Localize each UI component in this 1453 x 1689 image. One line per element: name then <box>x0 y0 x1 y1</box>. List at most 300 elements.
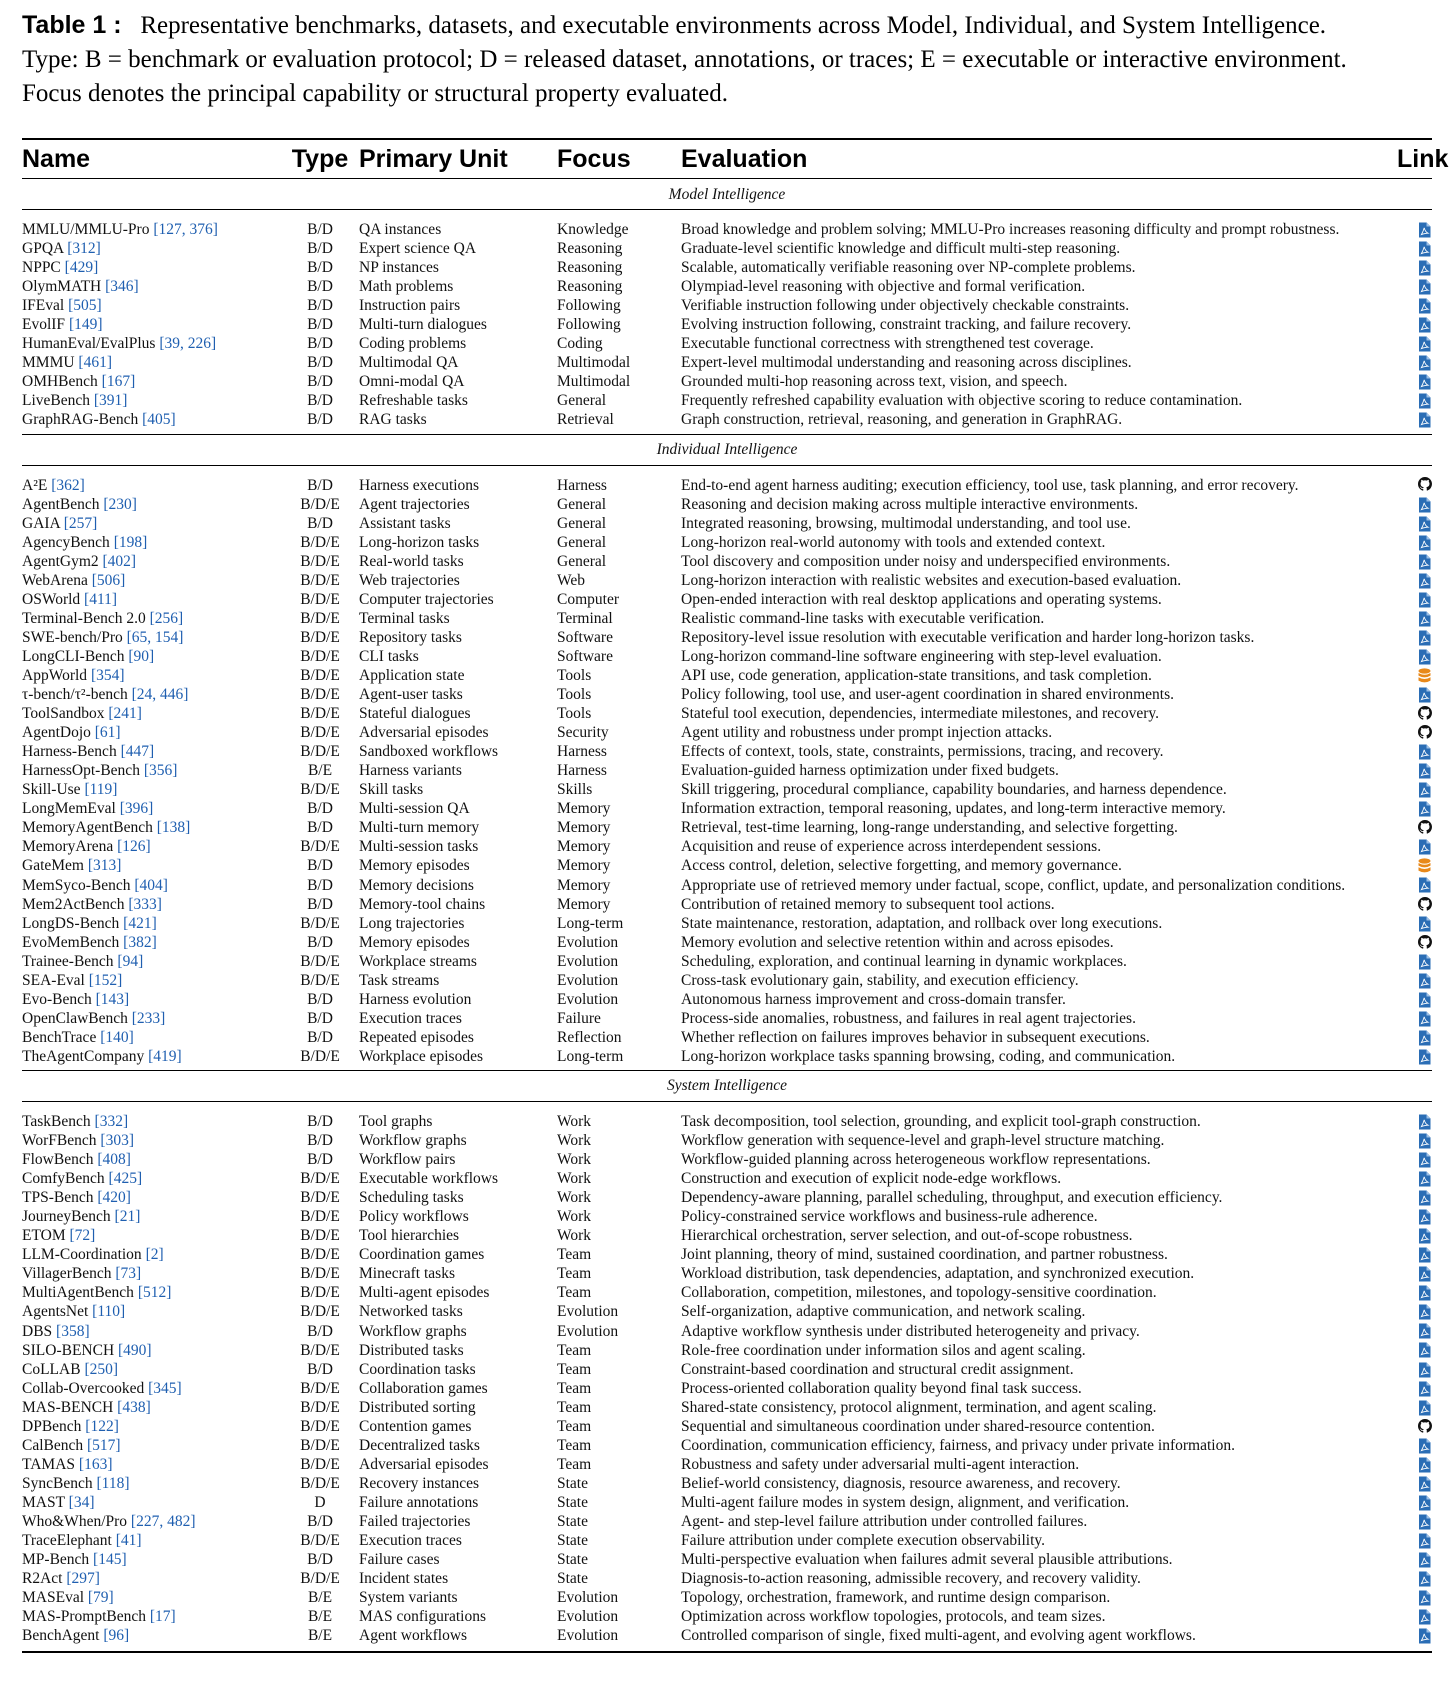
database-icon[interactable] <box>1418 858 1432 875</box>
pdf-icon[interactable] <box>1418 1190 1432 1207</box>
pdf-icon[interactable] <box>1418 611 1432 628</box>
table-row <box>22 1302 1432 1321</box>
citation-link[interactable]: [90] <box>128 647 155 665</box>
link-cell <box>1397 647 1432 666</box>
evaluation-cell: Long-horizon command-line software engineering with step-level evaluation. <box>681 647 1162 665</box>
primary-unit-cell: Execution traces <box>359 1009 462 1027</box>
link-cell <box>1397 315 1432 334</box>
evaluation-cell: Belief-world consistency, diagnosis, resource awareness, and recovery. <box>681 1474 1121 1492</box>
benchmark-name: MASEval <box>22 1589 84 1607</box>
focus-cell: Team <box>557 1265 592 1283</box>
benchmark-name: EvolIF <box>22 316 66 334</box>
citation-link[interactable]: [126] <box>117 838 151 856</box>
benchmark-name: VillagerBench <box>22 1265 112 1283</box>
link-cell <box>1397 609 1432 628</box>
citation-link[interactable]: [362] <box>51 476 85 494</box>
github-icon[interactable] <box>1418 897 1432 914</box>
primary-unit-cell: Coordination games <box>359 1246 485 1264</box>
citation-link[interactable]: [233] <box>131 1009 166 1027</box>
evaluation-cell: Role-free coordination under information silos and agent scaling. <box>681 1341 1086 1359</box>
citation-link[interactable]: [506] <box>91 571 126 589</box>
citation-link[interactable]: [517] <box>87 1436 121 1454</box>
table-row <box>22 1474 1432 1493</box>
pdf-icon[interactable] <box>1418 516 1432 533</box>
citation-link[interactable]: [490] <box>118 1341 152 1359</box>
pdf-icon[interactable] <box>1418 1209 1432 1226</box>
focus-cell: Work <box>557 1112 592 1130</box>
pdf-icon[interactable] <box>1418 497 1432 514</box>
pdf-icon[interactable] <box>1418 1362 1432 1379</box>
link-cell <box>1397 780 1432 799</box>
citation-link[interactable]: [382] <box>123 933 157 951</box>
pdf-icon[interactable] <box>1418 1114 1432 1131</box>
table-row <box>22 372 1432 391</box>
link-cell <box>1397 933 1432 952</box>
primary-unit-cell: Executable workflows <box>359 1170 499 1188</box>
type-cell: B/D <box>307 933 333 951</box>
table-row <box>22 895 1432 914</box>
citation-link[interactable]: [333] <box>128 895 162 913</box>
benchmark-name: JourneyBench <box>22 1208 111 1226</box>
pdf-icon[interactable] <box>1418 1438 1432 1455</box>
table-row <box>22 258 1432 277</box>
pdf-icon[interactable] <box>1418 592 1432 609</box>
pdf-icon[interactable] <box>1418 782 1432 799</box>
pdf-icon[interactable] <box>1418 260 1432 277</box>
primary-unit-cell: Tool hierarchies <box>359 1227 460 1245</box>
citation-link[interactable]: [332] <box>94 1112 129 1130</box>
benchmark-name-cell <box>22 685 281 704</box>
pdf-icon[interactable] <box>1418 1266 1432 1283</box>
link-cell <box>1397 1150 1432 1169</box>
evaluation-cell: Construction and execution of explicit node-edge workflows. <box>681 1170 1062 1188</box>
pdf-icon[interactable] <box>1418 954 1432 971</box>
pdf-icon[interactable] <box>1418 1342 1432 1359</box>
table-caption <box>22 8 1432 111</box>
citation-link[interactable]: [138] <box>156 819 191 837</box>
focus-cell: Team <box>557 1360 592 1378</box>
pdf-icon[interactable] <box>1418 298 1432 315</box>
type-cell: B/D/E <box>300 1532 340 1550</box>
citation-link[interactable]: [391] <box>93 392 128 410</box>
pdf-icon[interactable] <box>1418 1533 1432 1550</box>
citation-link[interactable]: [354] <box>90 667 125 684</box>
pdf-icon[interactable] <box>1418 1304 1432 1321</box>
citation-link[interactable]: [512] <box>137 1284 172 1302</box>
benchmark-name-cell <box>22 837 281 856</box>
citation-link[interactable]: [358] <box>56 1322 90 1340</box>
citation-link[interactable]: [408] <box>97 1151 131 1169</box>
type-cell: B/D/E <box>300 609 340 627</box>
evaluation-cell: Memory evolution and selective retention within and across episodes. <box>681 933 1114 951</box>
type-cell: B/D/E <box>300 838 340 856</box>
pdf-icon[interactable] <box>1418 1247 1432 1264</box>
benchmark-name-cell <box>22 1493 281 1512</box>
citation-link[interactable]: [227, 482] <box>130 1512 196 1530</box>
citation-link[interactable]: [257] <box>63 514 98 532</box>
benchmark-name: AgentGym2 <box>22 552 99 570</box>
citation-link[interactable]: [110] <box>92 1303 126 1321</box>
benchmark-name-cell <box>22 952 281 971</box>
pdf-icon[interactable] <box>1418 1495 1432 1512</box>
citation-link[interactable]: [447] <box>120 743 155 761</box>
benchmark-name-cell <box>22 1417 281 1436</box>
benchmark-name-cell <box>22 761 281 780</box>
table-row <box>22 1207 1432 1226</box>
citation-link[interactable]: [73] <box>115 1265 142 1283</box>
focus-cell: Harness <box>557 762 607 780</box>
pdf-icon[interactable] <box>1418 412 1432 429</box>
benchmark-name-cell <box>22 1028 281 1047</box>
link-cell <box>1397 1207 1432 1226</box>
benchmark-name-cell <box>22 1531 281 1550</box>
pdf-icon[interactable] <box>1418 1228 1432 1245</box>
citation-link[interactable]: [149] <box>68 316 103 334</box>
type-cell: B/D <box>307 1512 333 1530</box>
primary-unit-cell: Multimodal QA <box>359 354 459 372</box>
benchmark-name: OlymMATH <box>22 278 102 296</box>
pdf-icon[interactable] <box>1418 1323 1432 1340</box>
citation-link[interactable]: [96] <box>103 1627 130 1645</box>
citation-link[interactable]: [39, 226] <box>159 335 217 353</box>
primary-unit-cell: Web trajectories <box>359 571 460 589</box>
citation-link[interactable]: [24, 446] <box>131 686 189 704</box>
pdf-icon[interactable] <box>1418 1011 1432 1028</box>
table-row <box>22 1417 1432 1436</box>
benchmark-name: CoLLAB <box>22 1360 81 1378</box>
benchmark-name-cell <box>22 666 281 685</box>
focus-cell: Memory <box>557 857 611 875</box>
pdf-icon[interactable] <box>1418 1285 1432 1302</box>
citation-link[interactable]: [421] <box>123 914 157 932</box>
table-row <box>22 1226 1432 1245</box>
table-row <box>22 856 1432 875</box>
link-cell <box>1397 1264 1432 1283</box>
pdf-icon[interactable] <box>1418 1590 1432 1607</box>
type-cell: B/D <box>307 857 333 875</box>
table-row <box>22 818 1432 837</box>
citation-link[interactable]: [411] <box>84 590 118 608</box>
pdf-icon[interactable] <box>1418 1133 1432 1150</box>
citation-link[interactable]: [461] <box>78 354 112 372</box>
primary-unit-cell: Execution traces <box>359 1532 462 1550</box>
citation-link[interactable]: [404] <box>134 876 168 894</box>
link-cell <box>1397 353 1432 372</box>
primary-unit-cell: Repeated episodes <box>359 1028 474 1046</box>
citation-link[interactable]: [345] <box>148 1379 182 1397</box>
evaluation-cell: Adaptive workflow synthesis under distributed heterogeneity and privacy. <box>681 1322 1140 1340</box>
pdf-icon[interactable] <box>1418 992 1432 1009</box>
pdf-icon[interactable] <box>1418 1400 1432 1417</box>
pdf-icon[interactable] <box>1418 1030 1432 1047</box>
citation-link[interactable]: [2] <box>145 1246 164 1264</box>
pdf-icon[interactable] <box>1418 1571 1432 1588</box>
pdf-icon[interactable] <box>1418 1514 1432 1531</box>
citation-link[interactable]: [256] <box>149 609 184 627</box>
pdf-icon[interactable] <box>1418 839 1432 856</box>
evaluation-cell: Executable functional correctness with strengthened test coverage. <box>681 335 1094 353</box>
github-icon[interactable] <box>1418 820 1432 837</box>
pdf-icon[interactable] <box>1418 1381 1432 1398</box>
benchmark-name: GPQA <box>22 240 64 258</box>
pdf-icon[interactable] <box>1418 1609 1432 1626</box>
citation-link[interactable]: [250] <box>84 1360 119 1378</box>
github-icon[interactable] <box>1418 706 1432 723</box>
primary-unit-cell: System variants <box>359 1589 458 1607</box>
pdf-icon[interactable] <box>1418 973 1432 990</box>
focus-cell: General <box>557 533 607 551</box>
type-cell: B/E <box>307 762 333 780</box>
pdf-icon[interactable] <box>1418 374 1432 391</box>
citation-link[interactable]: [312] <box>67 240 101 258</box>
benchmark-name: LLM-Coordination <box>22 1246 142 1264</box>
benchmark-name: Trainee-Bench <box>22 952 114 970</box>
benchmark-name-cell <box>22 1512 281 1531</box>
pdf-icon[interactable] <box>1418 649 1432 666</box>
github-icon[interactable] <box>1418 477 1432 494</box>
pdf-icon[interactable] <box>1418 222 1432 239</box>
github-icon[interactable] <box>1418 725 1432 742</box>
primary-unit-cell: RAG tasks <box>359 411 427 429</box>
focus-cell: Software <box>557 628 613 646</box>
citation-link[interactable]: [241] <box>108 705 142 723</box>
citation-link[interactable]: [396] <box>119 800 154 818</box>
focus-cell: Reflection <box>557 1028 622 1046</box>
type-cell: B/D/E <box>300 914 340 932</box>
type-cell: B/D <box>307 1360 333 1378</box>
evaluation-cell: Effects of context, tools, state, constraints, permissions, tracing, and recovery. <box>681 743 1164 761</box>
citation-link[interactable]: [419] <box>148 1047 182 1065</box>
benchmark-name-cell <box>22 704 281 723</box>
citation-link[interactable]: [402] <box>102 552 137 570</box>
citation-link[interactable]: [438] <box>117 1398 151 1416</box>
link-cell <box>1397 1398 1432 1417</box>
primary-unit-cell: Workflow graphs <box>359 1322 467 1340</box>
citation-link[interactable]: [145] <box>93 1551 127 1569</box>
pdf-icon[interactable] <box>1418 877 1432 894</box>
table-row <box>22 742 1432 761</box>
benchmark-name: DPBench <box>22 1417 82 1435</box>
pdf-icon[interactable] <box>1418 573 1432 590</box>
evaluation-cell: Long-horizon workplace tasks spanning browsing, coding, and communication. <box>681 1047 1176 1065</box>
benchmark-name-cell <box>22 1112 281 1131</box>
benchmark-name: GateMem <box>22 857 84 875</box>
citation-link[interactable]: [118] <box>96 1474 130 1492</box>
benchmark-name-cell <box>22 780 281 799</box>
benchmark-name-cell <box>22 1607 281 1626</box>
link-cell <box>1397 239 1432 258</box>
benchmark-name-cell <box>22 1474 281 1493</box>
table-row <box>22 1028 1432 1047</box>
type-cell: B/D <box>307 476 333 494</box>
pdf-icon[interactable] <box>1418 535 1432 552</box>
pdf-icon[interactable] <box>1418 317 1432 334</box>
benchmark-name: MemoryArena <box>22 838 114 856</box>
section-title: System Intelligence <box>22 1070 1432 1101</box>
pdf-icon[interactable] <box>1418 393 1432 410</box>
pdf-icon[interactable] <box>1418 1628 1432 1645</box>
evaluation-cell: Process-side anomalies, robustness, and failures in real agent trajectories. <box>681 1009 1136 1027</box>
github-icon[interactable] <box>1418 1419 1432 1436</box>
evaluation-cell: Agent utility and robustness under prompt injection attacks. <box>681 724 1053 742</box>
citation-link[interactable]: [140] <box>100 1028 134 1046</box>
citation-link[interactable]: [119] <box>84 781 118 799</box>
pdf-icon[interactable] <box>1418 1476 1432 1493</box>
benchmark-name-cell <box>22 334 281 353</box>
evaluation-cell: Autonomous harness improvement and cross-domain transfer. <box>681 990 1066 1008</box>
pdf-icon[interactable] <box>1418 336 1432 353</box>
database-icon[interactable] <box>1418 668 1432 685</box>
citation-link[interactable]: [167] <box>101 373 136 391</box>
citation-link[interactable]: [356] <box>143 762 178 780</box>
benchmark-name: AgentBench <box>22 495 100 513</box>
pdf-icon[interactable] <box>1418 279 1432 296</box>
table-row <box>22 296 1432 315</box>
pdf-icon[interactable] <box>1418 1049 1432 1066</box>
focus-cell: Work <box>557 1151 592 1169</box>
citation-link[interactable]: [65, 154] <box>126 628 184 646</box>
benchmark-name: OMHBench <box>22 373 98 391</box>
evaluation-cell: Sequential and simultaneous coordination under shared-resource contention. <box>681 1417 1155 1435</box>
focus-cell: Evolution <box>557 990 619 1008</box>
type-cell: B/E <box>307 1608 333 1626</box>
citation-link[interactable]: [79] <box>87 1589 114 1607</box>
type-cell: B/D/E <box>300 686 340 704</box>
table-row <box>22 1360 1432 1379</box>
primary-unit-cell: Workplace episodes <box>359 1047 483 1065</box>
citation-link[interactable]: [21] <box>114 1208 141 1226</box>
primary-unit-cell: Multi-session tasks <box>359 838 479 856</box>
pdf-icon[interactable] <box>1418 1171 1432 1188</box>
focus-cell: Team <box>557 1455 592 1473</box>
type-cell: B/D <box>307 392 333 410</box>
benchmark-name-cell <box>22 1245 281 1264</box>
citation-link[interactable]: [152] <box>88 971 123 989</box>
citation-link[interactable]: [313] <box>87 857 122 875</box>
table-row <box>22 533 1432 552</box>
table-row <box>22 990 1432 1009</box>
pdf-icon[interactable] <box>1418 744 1432 761</box>
citation-link[interactable]: [72] <box>69 1227 96 1245</box>
evaluation-cell: Diagnosis-to-action reasoning, admissible recovery, and recovery validity. <box>681 1570 1141 1588</box>
link-cell <box>1397 895 1432 914</box>
benchmark-name: DBS <box>22 1322 53 1340</box>
pdf-icon[interactable] <box>1418 801 1432 818</box>
benchmark-name: MMMU <box>22 354 75 372</box>
benchmark-name: TAMAS <box>22 1455 76 1473</box>
citation-link[interactable]: [94] <box>117 952 144 970</box>
link-cell <box>1397 552 1432 571</box>
pdf-icon[interactable] <box>1418 554 1432 571</box>
table-row <box>22 1550 1432 1569</box>
table-row <box>22 1131 1432 1150</box>
pdf-icon[interactable] <box>1418 1457 1432 1474</box>
table-row <box>22 1436 1432 1455</box>
citation-link[interactable]: [34] <box>68 1493 95 1511</box>
citation-link[interactable]: [429] <box>64 259 99 277</box>
pdf-icon[interactable] <box>1418 355 1432 372</box>
evaluation-cell: Open-ended interaction with real desktop applications and operating systems. <box>681 590 1162 608</box>
citation-link[interactable]: [346] <box>105 278 139 296</box>
benchmark-name: MAST <box>22 1493 65 1511</box>
citation-link[interactable]: [143] <box>95 990 130 1008</box>
link-cell <box>1397 1379 1432 1398</box>
citation-link[interactable]: [303] <box>100 1132 134 1150</box>
github-icon[interactable] <box>1418 935 1432 952</box>
type-cell: B/D <box>307 259 333 277</box>
benchmark-name: LongMemEval <box>22 800 116 818</box>
caption-line-1: Representative benchmarks, datasets, and executable environments across Model, Individual, and System Intelligence. <box>140 12 1327 39</box>
link-cell <box>1397 258 1432 277</box>
link-cell <box>1397 1245 1432 1264</box>
focus-cell: Memory <box>557 876 611 894</box>
evaluation-cell: Policy-constrained service workflows and business-rule adherence. <box>681 1208 1098 1226</box>
benchmark-name-cell <box>22 1379 281 1398</box>
benchmark-name-cell <box>22 315 281 334</box>
pdf-icon[interactable] <box>1418 916 1432 933</box>
citation-link[interactable]: [198] <box>113 533 148 551</box>
type-cell: B/D <box>307 800 333 818</box>
citation-link[interactable]: [41] <box>115 1532 142 1550</box>
link-cell <box>1397 1474 1432 1493</box>
primary-unit-cell: Networked tasks <box>359 1303 463 1321</box>
pdf-icon[interactable] <box>1418 1552 1432 1569</box>
primary-unit-cell: Omni-modal QA <box>359 373 465 391</box>
focus-cell: Evolution <box>557 1608 619 1626</box>
citation-link[interactable]: [425] <box>108 1170 143 1188</box>
focus-cell: Reasoning <box>557 278 623 296</box>
citation-link[interactable]: [17] <box>149 1608 176 1626</box>
evaluation-cell: End-to-end agent harness auditing; execution efficiency, tool use, task planning, and error recovery. <box>681 476 1299 494</box>
focus-cell: General <box>557 495 607 513</box>
evaluation-cell: Repository-level issue resolution with executable verification and harder long-horizon tasks. <box>681 628 1255 646</box>
table-row <box>22 952 1432 971</box>
type-cell: B/D/E <box>300 1284 340 1302</box>
citation-link[interactable]: [127, 376] <box>153 221 218 239</box>
focus-cell: General <box>557 392 607 410</box>
primary-unit-cell: Harness variants <box>359 762 462 780</box>
link-cell <box>1397 856 1432 875</box>
pdf-icon[interactable] <box>1418 1152 1432 1169</box>
type-cell: B/D <box>307 354 333 372</box>
citation-link[interactable]: [122] <box>85 1417 119 1435</box>
evaluation-cell: Dependency-aware planning, parallel scheduling, throughput, and execution efficiency. <box>681 1189 1223 1207</box>
focus-cell: Long-term <box>557 914 624 932</box>
pdf-icon[interactable] <box>1418 241 1432 258</box>
pdf-icon[interactable] <box>1418 687 1432 704</box>
primary-unit-cell: Collaboration games <box>359 1379 488 1397</box>
evaluation-cell: Evolving instruction following, constraint tracking, and failure recovery. <box>681 316 1132 334</box>
citation-link[interactable]: [230] <box>103 495 137 513</box>
type-cell: B/D/E <box>300 1189 340 1207</box>
focus-cell: Memory <box>557 800 611 818</box>
type-cell: B/D/E <box>300 1570 340 1588</box>
focus-cell: Failure <box>557 1009 601 1027</box>
citation-link[interactable]: [61] <box>94 724 121 742</box>
primary-unit-cell: Workplace streams <box>359 952 477 970</box>
citation-link[interactable]: [505] <box>68 297 102 315</box>
pdf-icon[interactable] <box>1418 630 1432 647</box>
pdf-icon[interactable] <box>1418 763 1432 780</box>
focus-cell: Reasoning <box>557 259 623 277</box>
evaluation-cell: Constraint-based coordination and structural credit assignment. <box>681 1360 1074 1378</box>
table-row <box>22 1531 1432 1550</box>
citation-link[interactable]: [420] <box>97 1189 131 1207</box>
citation-link[interactable]: [163] <box>78 1455 113 1473</box>
citation-link[interactable]: [297] <box>66 1570 100 1588</box>
citation-link[interactable]: [405] <box>142 411 176 429</box>
primary-unit-cell: Distributed sorting <box>359 1398 476 1416</box>
